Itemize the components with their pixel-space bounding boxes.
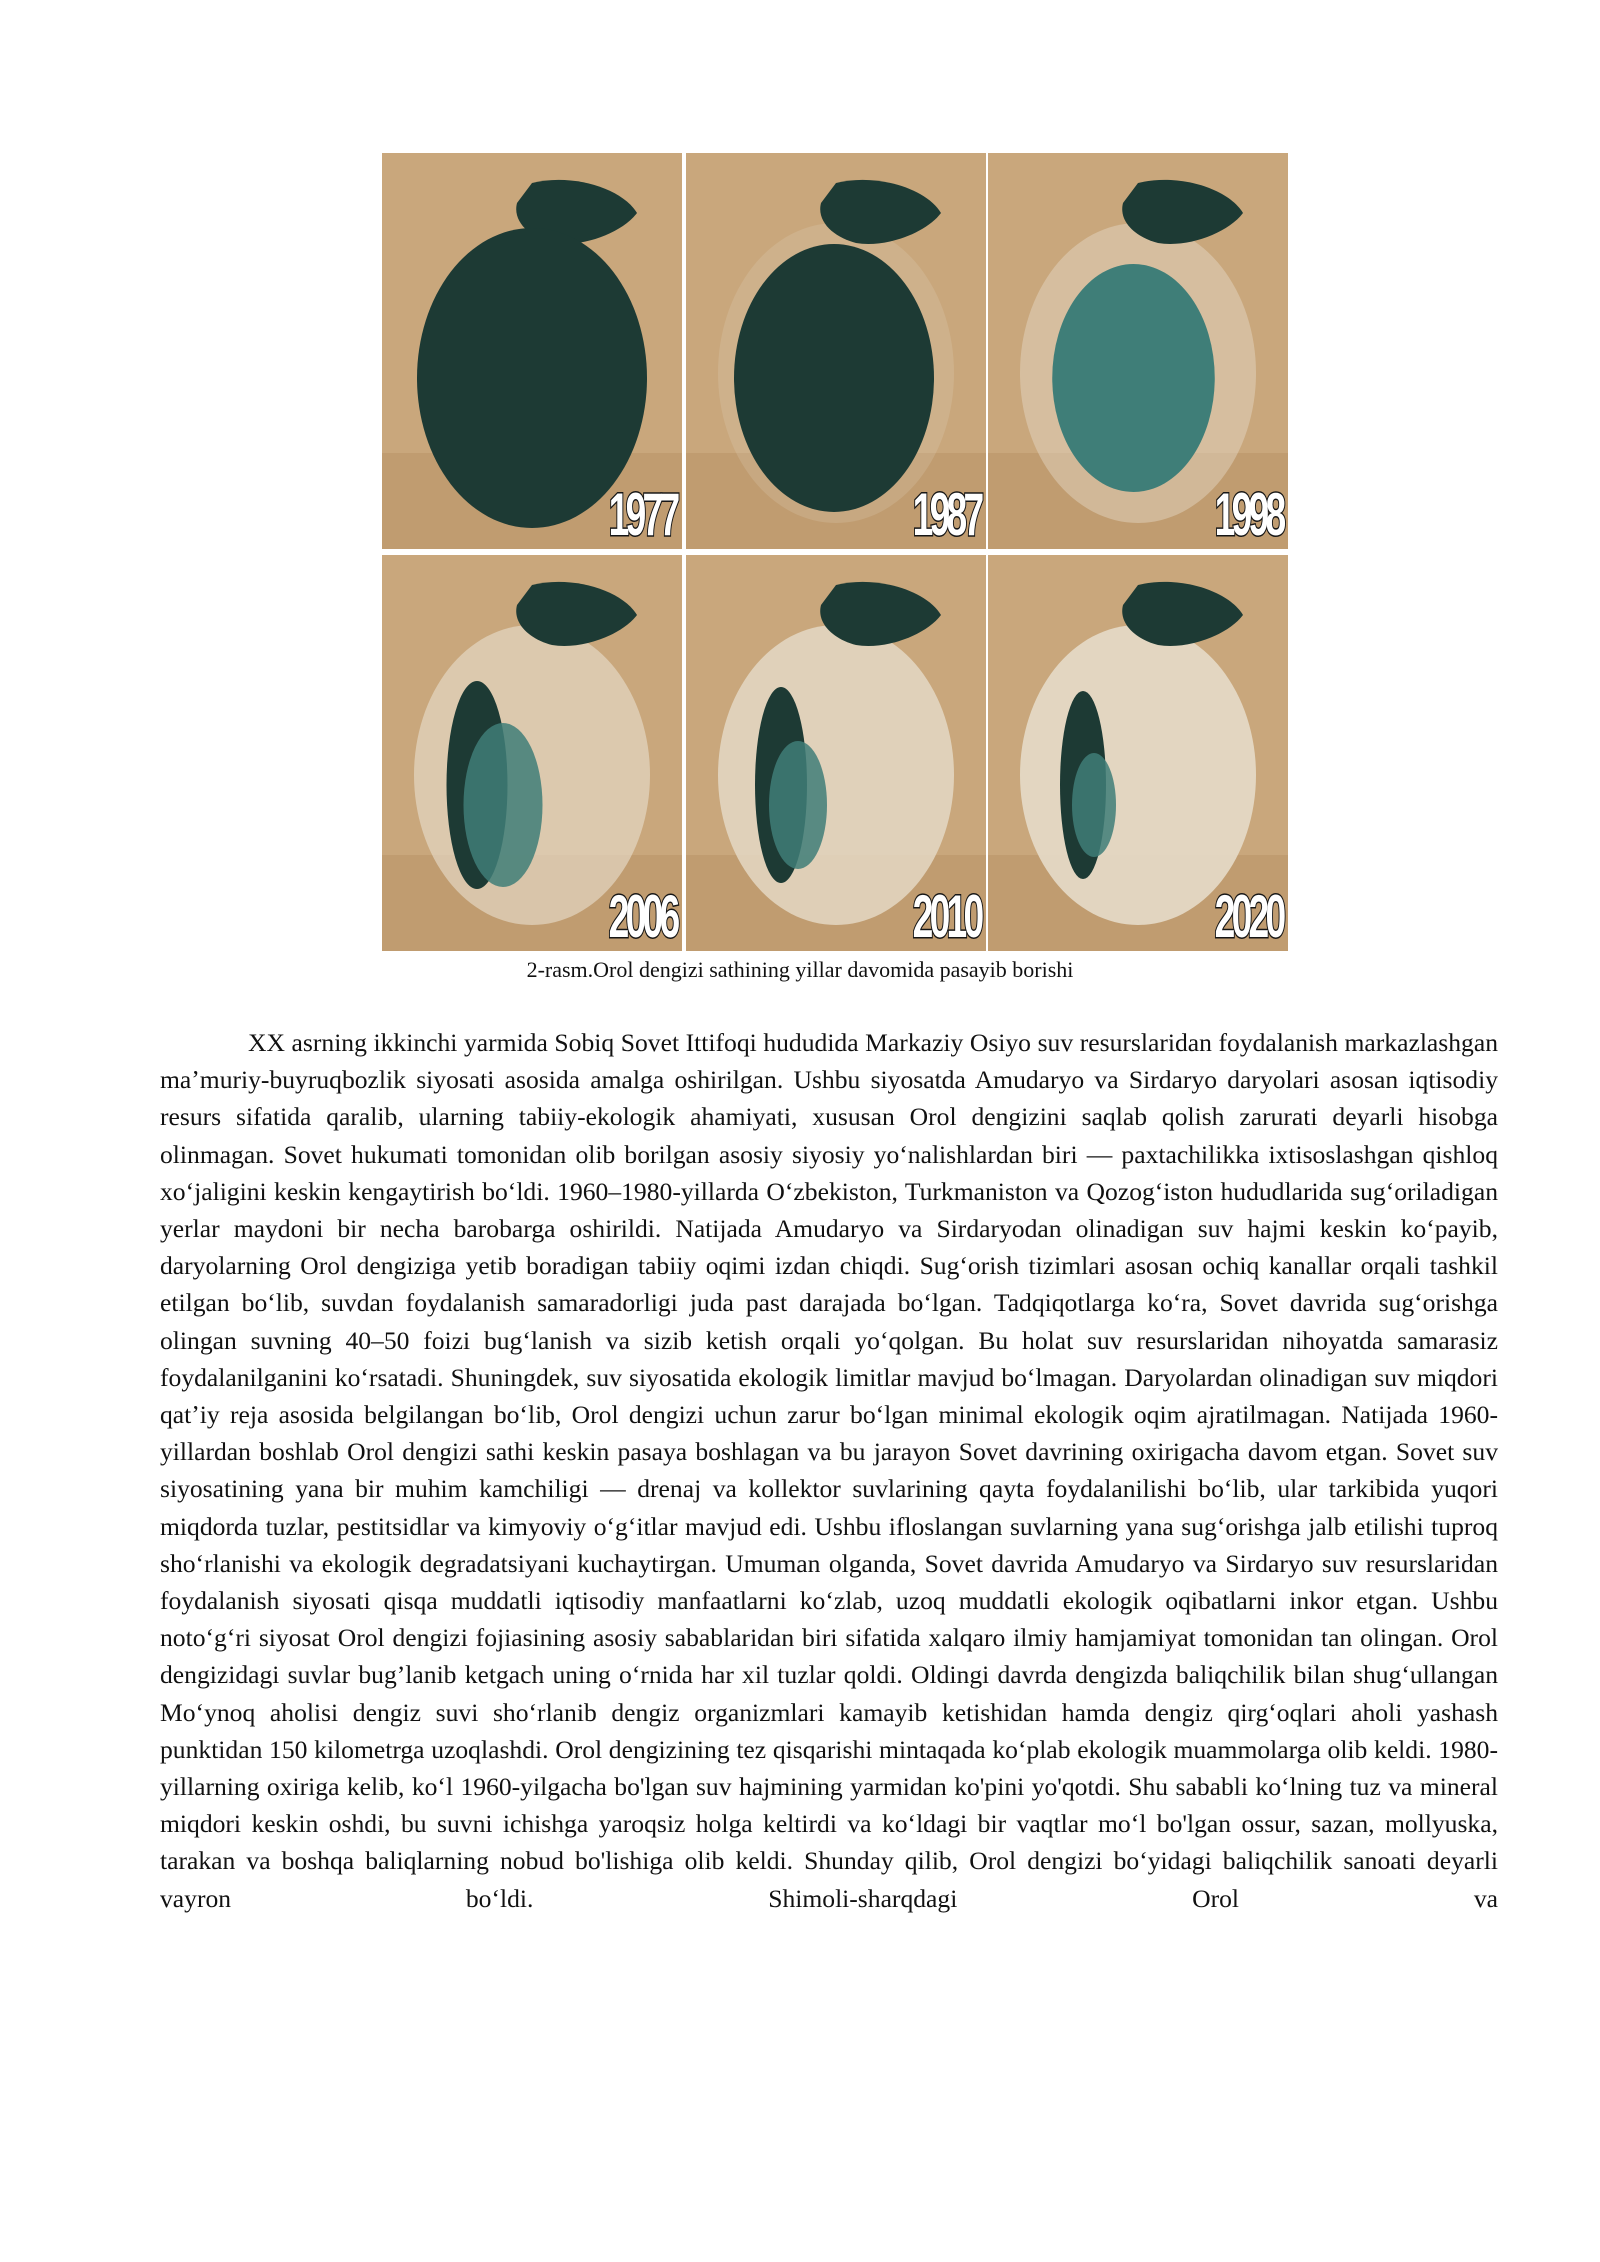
satellite-panel — [382, 555, 682, 951]
satellite-panel — [988, 153, 1288, 549]
satellite-panel — [382, 153, 682, 549]
satellite-panel — [686, 555, 986, 951]
year-label: 1987 — [912, 481, 980, 548]
satellite-panel — [686, 153, 986, 549]
satellite-image-grid — [382, 153, 1286, 951]
satellite-panel — [988, 555, 1288, 951]
year-label: 2006 — [608, 883, 676, 950]
year-label: 2010 — [912, 883, 980, 950]
aral-sea-figure — [382, 153, 1286, 951]
year-label: 1998 — [1214, 481, 1282, 548]
year-label: 2020 — [1214, 883, 1282, 950]
figure-caption: 2-rasm.Orol dengizi sathining yillar davomida pasayib borishi — [526, 957, 1074, 982]
year-label: 1977 — [608, 481, 676, 548]
body-paragraph: XX asrning ikkinchi yarmida Sobiq Sovet Ittifoqi hududida Markaziy Osiyo suv resurslaridan foydalanish markazlashgan maʼmuriy-buyruqbozlik siyosati asosida amalga oshirilgan. Ushbu siyosatda Amudaryo va Sirdaryo daryolari asosan iqtisodiy resurs sifatida qaralib, ularning tabiiy-ekologik ahamiyati, xususan Orol dengizini saqlab qolish zarurati deyarli hisobga olinmagan. Sovet hukumati tomonidan olib borilgan asosiy siyosiy yoʻnalishlardan biri — paxtachilikka ixtisoslashgan qishloq xoʻjaligini keskin kengaytirish boʻldi. 1960–1980-yillarda Oʻzbekiston, Turkmaniston va Qozogʻiston hududlarida sugʻoriladigan yerlar maydoni bir necha barobarga oshirildi. Natijada Amudaryo va Sirdaryodan olinadigan suv hajmi keskin koʻpayib, daryolarning Orol dengiziga yetib boradigan tabiiy oqimi izdan chiqdi. Sugʻorish tizimlari asosan ochiq kanallar orqali tashkil etilgan boʻlib, suvdan foydalanish samaradorligi juda past darajada boʻlgan. Tadqiqotlarga koʻra, Sovet davrida sugʻorishga olingan suvning 40–50 foizi bugʻlanish va sizib ketish orqali yoʻqolgan. Bu holat suv resurslaridan nihoyatda samarasiz foydalanilganini koʻrsatadi. Shuningdek, suv siyosatida ekologik limitlar mavjud boʻlmagan. Daryolardan olinadigan suv miqdori qatʼiy reja asosida belgilangan boʻlib, Orol dengizi uchun zarur boʻlgan minimal ekologik oqim ajratilmagan. Natijada 1960-yillardan boshlab Orol dengizi sathi keskin pasaya boshlagan va bu jarayon Sovet davrining oxirigacha davom etgan. Sovet suv siyosatining yana bir muhim kamchiligi — drenaj va kollektor suvlarining qayta foydalanilishi boʻlib, ular tarkibida yuqori miqdorda tuzlar, pestitsidlar va kimyoviy oʻgʻitlar mavjud edi. Ushbu ifloslangan suvlarning yana sugʻorishga jalb etilishi tuproq shoʻrlanishi va ekologik degradatsiyani kuchaytirgan. Umuman olganda, Sovet davrida Amudaryo va Sirdaryo suv resurslaridan foydalanish siyosati qisqa muddatli iqtisodiy manfaatlarni koʻzlab, uzoq muddatli ekologik oqibatlarni inkor etgan. Ushbu notoʻgʻri siyosat Orol dengizi fojiasining asosiy sabablaridan biri sifatida xalqaro ilmiy hamjamiyat tomonidan tan olingan. Orol dengizidagi suvlar bug’lanib ketgach uning oʻrnida har xil tuzlar qoldi. Oldingi davrda dengizda baliqchilik bilan shugʻullangan Moʻynoq aholisi dengiz suvi shoʻrlanib dengiz organizmlari kamayib ketishidan hamda dengiz qirgʻoqlari aholi yashash punktidan 150 kilometrga uzoqlashdi. Orol dengizining tez qisqarishi mintaqada koʻplab ekologik muammolarga olib keldi. 1980-yillarning oxiriga kelib, koʻl 1960-yilgacha bo'lgan suv hajmining yarmidan ko'pini yo'qotdi. Shu sababli koʻlning tuz va mineral miqdori keskin oshdi, bu suvni ichishga yaroqsiz holga keltirdi va koʻldagi bir vaqtlar moʻl bo'lgan ossur, sazan, mollyuska, tarakan va boshqa baliqlarning nobud bo'lishiga olib keldi. Shunday qilib, Orol dengizi boʻyidagi baliqchilik sanoati deyarli vayron boʻldi. Shimoli-sharqdagi Orol va — [160, 1028, 1498, 1913]
